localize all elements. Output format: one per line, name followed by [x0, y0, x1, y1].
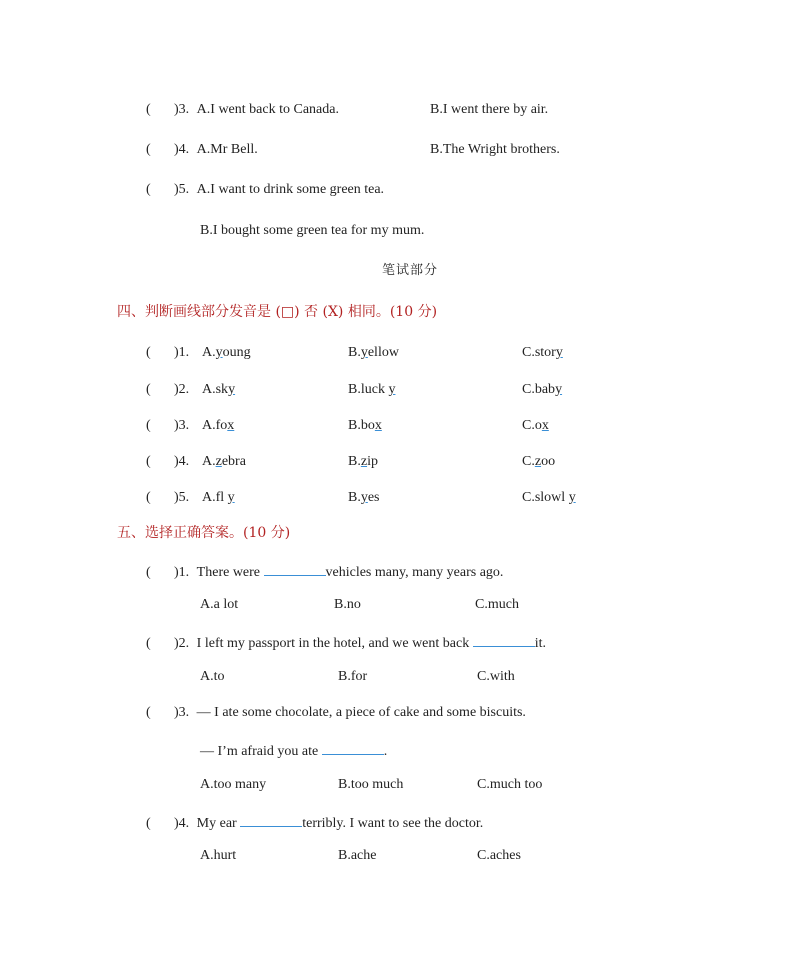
- option-a: A.I want to drink some green tea.: [196, 182, 385, 197]
- phonics-option-c: C.baby: [522, 382, 563, 397]
- answer-paren: (: [146, 102, 151, 117]
- mc-question-1: ( )1. There were vehicles many, many years ago.: [146, 561, 503, 582]
- fill-blank[interactable]: [264, 561, 326, 576]
- answer-paren: (: [146, 705, 151, 720]
- underlined-letter: x: [541, 418, 549, 433]
- phonics-option-c: C.slowl y: [522, 490, 576, 505]
- underlined-letter: y: [568, 490, 576, 505]
- mc-q1-option-c: C.much: [475, 597, 519, 612]
- phonics-option-a: A.young: [202, 345, 251, 360]
- mc-q3-option-c: C.much too: [477, 777, 543, 792]
- underlined-letter: z: [360, 454, 368, 469]
- written-part-title: 笔试部分: [382, 263, 439, 278]
- mc-q3-line2: — I’m afraid you ate .: [200, 740, 387, 761]
- phonics-option-b: B.box: [348, 418, 382, 433]
- option-a: A.Mr Bell.: [196, 142, 258, 157]
- phonics-item: ( )3.: [146, 418, 190, 433]
- fill-blank[interactable]: [473, 632, 535, 647]
- listening-q3-option-b: B.I went there by air.: [430, 102, 549, 117]
- underlined-letter: y: [360, 490, 368, 505]
- phonics-option-b: B.yellow: [348, 345, 399, 360]
- listening-q4-option-b: B.The Wright brothers.: [430, 142, 560, 157]
- underlined-letter: y: [228, 382, 236, 397]
- underlined-letter: z: [215, 454, 222, 469]
- answer-paren: (: [146, 490, 151, 505]
- mc-q3-option-b: B.too much: [338, 777, 404, 792]
- listening-q5-option-b: B.I bought some green tea for my mum.: [200, 223, 425, 238]
- phonics-option-c: C.ox: [522, 418, 549, 433]
- phonics-option-b: B.yes: [348, 490, 380, 505]
- phonics-option-c: C.story: [522, 345, 563, 360]
- answer-paren: (: [146, 382, 151, 397]
- fill-blank[interactable]: [322, 740, 384, 755]
- phonics-option-a: A.fox: [202, 418, 235, 433]
- phonics-item: ( )5.: [146, 490, 190, 505]
- phonics-item: ( )1.: [146, 345, 190, 360]
- phonics-item: ( )2.: [146, 382, 190, 397]
- mc-q1-option-a: A.a lot: [200, 597, 239, 612]
- phonics-item: ( )4.: [146, 454, 190, 469]
- underlined-letter: y: [388, 382, 396, 397]
- underlined-letter: y: [227, 490, 235, 505]
- option-a: A.I went back to Canada.: [196, 102, 339, 117]
- listening-q5: ( )5. A.I want to drink some green tea.: [146, 182, 385, 197]
- answer-paren: (: [146, 345, 151, 360]
- mc-q4-option-c: C.aches: [477, 848, 521, 863]
- answer-paren: (: [146, 454, 151, 469]
- fill-blank[interactable]: [240, 812, 302, 827]
- section5-heading: 五、选择正确答案。(10 分): [117, 525, 291, 541]
- phonics-option-a: A.sky: [202, 382, 236, 397]
- phonics-option-b: B.luck y: [348, 382, 396, 397]
- mc-question-2: ( )2. I left my passport in the hotel, and we went back it.: [146, 632, 546, 653]
- listening-q4: ( )4. A.Mr Bell.: [146, 142, 258, 157]
- phonics-option-a: A.fl y: [202, 490, 235, 505]
- answer-paren: (: [146, 636, 151, 651]
- underlined-letter: y: [555, 345, 563, 360]
- answer-paren: (: [146, 418, 151, 433]
- mc-q2-option-b: B.for: [338, 669, 368, 684]
- underlined-letter: y: [360, 345, 368, 360]
- underlined-letter: x: [374, 418, 382, 433]
- mc-q2-option-c: C.with: [477, 669, 515, 684]
- listening-q3: ( )3. A.I went back to Canada.: [146, 102, 339, 117]
- mc-q4-option-a: A.hurt: [200, 848, 237, 863]
- underlined-letter: x: [227, 418, 235, 433]
- answer-paren: (: [146, 816, 151, 831]
- answer-paren: (: [146, 565, 151, 580]
- mc-question-3: ( )3. — I ate some chocolate, a piece of cake and some biscuits.: [146, 705, 526, 720]
- underlined-letter: y: [215, 345, 223, 360]
- phonics-option-b: B.zip: [348, 454, 378, 469]
- underlined-letter: z: [534, 454, 542, 469]
- underlined-letter: y: [555, 382, 563, 397]
- answer-paren: (: [146, 142, 151, 157]
- answer-paren: (: [146, 182, 151, 197]
- phonics-option-c: C.zoo: [522, 454, 556, 469]
- section4-heading: 四、判断画线部分发音是 (□) 否 (X) 相同。(10 分): [117, 304, 438, 320]
- mc-q1-option-b: B.no: [334, 597, 361, 612]
- mc-q3-option-a: A.too many: [200, 777, 267, 792]
- mc-q2-option-a: A.to: [200, 669, 225, 684]
- mc-q4-option-b: B.ache: [338, 848, 377, 863]
- mc-question-4: ( )4. My ear terribly. I want to see the doctor.: [146, 812, 483, 833]
- phonics-option-a: A.zebra: [202, 454, 246, 469]
